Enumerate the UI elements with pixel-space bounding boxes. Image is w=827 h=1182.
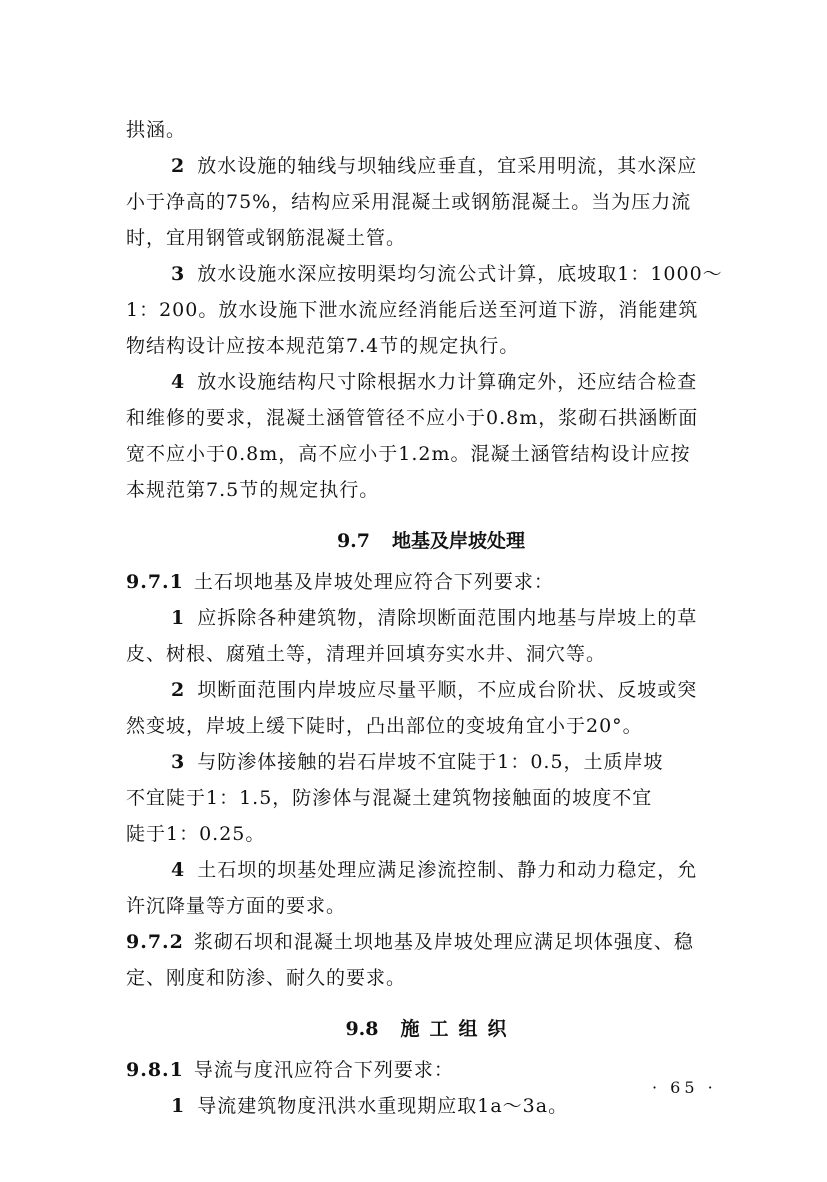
item-number: 1 bbox=[171, 607, 186, 629]
clause-number: 9.8.1 bbox=[126, 1059, 184, 1081]
clause-9-7-2 bbox=[126, 924, 736, 960]
clause-9-7-1 bbox=[126, 564, 736, 600]
list-item bbox=[126, 1088, 736, 1124]
clause-text: 导流与度汛应符合下列要求： bbox=[193, 1059, 454, 1081]
item-number: 4 bbox=[171, 859, 186, 881]
paragraph-line bbox=[126, 472, 736, 508]
paragraph-line bbox=[126, 960, 736, 996]
item-number: 2 bbox=[171, 155, 186, 177]
page-number: · 65 · bbox=[652, 1078, 717, 1097]
line-text: 导流建筑物度汛洪水重现期应取1a～3a。 bbox=[197, 1095, 569, 1117]
line-text: 拱涵。 bbox=[126, 119, 187, 141]
paragraph-line bbox=[126, 780, 736, 816]
list-item bbox=[126, 256, 736, 292]
paragraph-line bbox=[126, 708, 736, 744]
item-number: 3 bbox=[171, 263, 186, 285]
section-title: 施工组织 bbox=[400, 1018, 517, 1040]
paragraph-line bbox=[126, 292, 736, 328]
item-number: 1 bbox=[171, 1095, 186, 1117]
list-item bbox=[126, 744, 736, 780]
line-text: 1：200。放水设施下泄水流应经消能后送至河道下游，消能建筑 bbox=[126, 299, 699, 321]
line-text: 宽不应小于0.8m，高不应小于1.2m。混凝土涵管结构设计应按 bbox=[126, 443, 691, 465]
section-number: 9.8 bbox=[345, 1018, 379, 1040]
list-item bbox=[126, 364, 736, 400]
line-text: 放水设施水深应按明渠均匀流公式计算，底坡取1：1000～ bbox=[197, 263, 723, 285]
line-text: 本规范第7.5节的规定执行。 bbox=[126, 479, 380, 501]
paragraph-line bbox=[126, 400, 736, 436]
list-item bbox=[126, 852, 736, 888]
item-number: 4 bbox=[171, 371, 186, 393]
section-heading-9-8 bbox=[126, 1006, 736, 1052]
line-text: 土石坝的坝基处理应满足渗流控制、静力和动力稳定，允 bbox=[197, 859, 698, 881]
list-item bbox=[126, 672, 736, 708]
paragraph-line bbox=[126, 816, 736, 852]
paragraph-line bbox=[126, 328, 736, 364]
paragraph-line bbox=[126, 436, 736, 472]
section-heading-9-7 bbox=[126, 518, 736, 564]
line-text: 皮、树根、腐殖土等，清理并回填夯实水井、洞穴等。 bbox=[126, 643, 607, 665]
line-text: 物结构设计应按本规范第7.4节的规定执行。 bbox=[126, 335, 520, 357]
line-text: 时，宜用钢管或钢筋混凝土管。 bbox=[126, 227, 407, 249]
line-text: 和维修的要求，混凝土涵管管径不应小于0.8m，浆砌石拱涵断面 bbox=[126, 407, 699, 429]
list-item bbox=[126, 148, 736, 184]
paragraph-line bbox=[126, 220, 736, 256]
section-title: 地基及岸坡处理 bbox=[392, 530, 526, 552]
paragraph-line bbox=[126, 636, 736, 672]
line-text: 放水设施的轴线与坝轴线应垂直，宜采用明流，其水深应 bbox=[197, 155, 698, 177]
line-text: 陡于1：0.25。 bbox=[126, 823, 266, 845]
line-text: 应拆除各种建筑物，清除坝断面范围内地基与岸坡上的草 bbox=[197, 607, 698, 629]
clause-number: 9.7.1 bbox=[126, 571, 184, 593]
item-number: 3 bbox=[171, 751, 186, 773]
page-content bbox=[126, 112, 736, 1124]
line-text: 与防渗体接触的岩石岸坡不宜陡于1：0.5，土质岸坡 bbox=[197, 751, 664, 773]
line-text: 放水设施结构尺寸除根据水力计算确定外，还应结合检查 bbox=[197, 371, 698, 393]
clause-text: 土石坝地基及岸坡处理应符合下列要求： bbox=[193, 571, 554, 593]
paragraph-line bbox=[126, 888, 736, 924]
line-text: 然变坡，岸坡上缓下陡时，凸出部位的变坡角宜小于20°。 bbox=[126, 715, 643, 737]
line-text: 许沉降量等方面的要求。 bbox=[126, 895, 347, 917]
list-item bbox=[126, 600, 736, 636]
item-number: 2 bbox=[171, 679, 186, 701]
paragraph-line bbox=[126, 184, 736, 220]
clause-9-8-1 bbox=[126, 1052, 736, 1088]
clause-text: 浆砌石坝和混凝土坝地基及岸坡处理应满足坝体强度、稳 bbox=[193, 931, 694, 953]
line-text: 小于净高的75%，结构应采用混凝土或钢筋混凝土。当为压力流 bbox=[126, 191, 692, 213]
line-text: 坝断面范围内岸坡应尽量平顺，不应成台阶状、反坡或突 bbox=[197, 679, 698, 701]
paragraph-line bbox=[126, 112, 736, 148]
line-text: 不宜陡于1：1.5，防渗体与混凝土建筑物接触面的坡度不宜 bbox=[126, 787, 653, 809]
line-text: 定、刚度和防渗、耐久的要求。 bbox=[126, 967, 407, 989]
section-number: 9.7 bbox=[336, 530, 371, 552]
clause-number: 9.7.2 bbox=[126, 931, 184, 953]
